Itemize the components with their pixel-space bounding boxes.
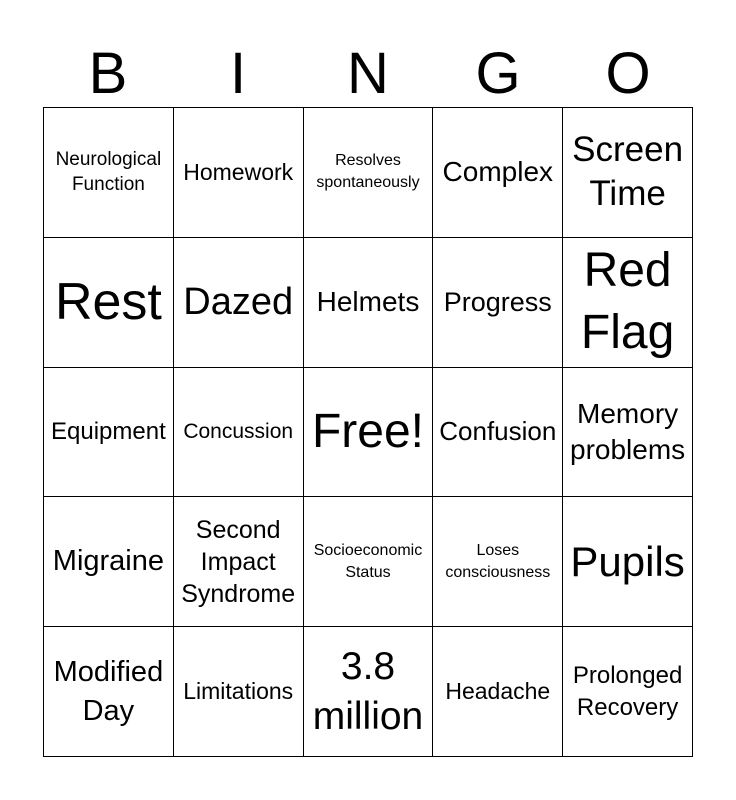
cell-text: Equipment bbox=[51, 417, 166, 445]
header-letter-b: B bbox=[88, 41, 128, 106]
bingo-cell[interactable] bbox=[44, 627, 174, 757]
cell-text: Migraine bbox=[52, 545, 164, 578]
cell-text: Pupils bbox=[570, 537, 685, 585]
cell-text: Memory problems bbox=[570, 397, 686, 465]
cell-text: Neurological Function bbox=[55, 149, 162, 196]
cell-text: Loses consciousness bbox=[445, 541, 551, 581]
cell-text: Resolves spontaneously bbox=[316, 152, 420, 192]
cell-text: Concussion bbox=[183, 419, 294, 443]
bingo-cell[interactable] bbox=[433, 368, 563, 498]
cell-text: Limitations bbox=[183, 678, 294, 705]
cell-text: Confusion bbox=[439, 416, 557, 447]
bingo-cell[interactable] bbox=[563, 497, 693, 627]
bingo-cell[interactable] bbox=[174, 497, 304, 627]
cell-text: Prolonged Recovery bbox=[572, 661, 683, 721]
bingo-cell[interactable] bbox=[174, 108, 304, 238]
cell-text: Socioeconomic Status bbox=[313, 541, 423, 581]
bingo-cell[interactable] bbox=[44, 238, 174, 368]
header-letter-o: O bbox=[605, 41, 651, 106]
bingo-cell[interactable] bbox=[563, 368, 693, 498]
cell-text: Dazed bbox=[183, 280, 294, 323]
bingo-cell[interactable] bbox=[174, 238, 304, 368]
bingo-cell[interactable] bbox=[304, 368, 434, 498]
bingo-cell[interactable] bbox=[44, 108, 174, 238]
cell-text: Free! bbox=[311, 405, 424, 459]
cell-text: Homework bbox=[183, 158, 294, 185]
cell-text: Second Impact Syndrome bbox=[181, 515, 296, 608]
bingo-header bbox=[43, 40, 693, 108]
cell-text: Progress bbox=[443, 286, 552, 317]
bingo-cell[interactable] bbox=[44, 497, 174, 627]
header-letter-g: G bbox=[475, 41, 521, 106]
bingo-cell[interactable] bbox=[304, 108, 434, 238]
cell-text: 3.8 million bbox=[312, 644, 424, 738]
bingo-cell[interactable] bbox=[174, 627, 304, 757]
bingo-cell[interactable] bbox=[563, 627, 693, 757]
bingo-card bbox=[43, 107, 693, 757]
bingo-cell[interactable] bbox=[174, 368, 304, 498]
bingo-cell[interactable] bbox=[304, 238, 434, 368]
cell-text: Screen Time bbox=[572, 130, 684, 214]
bingo-cell[interactable] bbox=[433, 108, 563, 238]
bingo-cell[interactable] bbox=[563, 238, 693, 368]
bingo-cell[interactable] bbox=[433, 238, 563, 368]
cell-text: Rest bbox=[54, 273, 162, 332]
cell-text: Complex bbox=[442, 156, 554, 188]
cell-text: Headache bbox=[445, 678, 551, 705]
bingo-cell[interactable] bbox=[304, 497, 434, 627]
bingo-cell[interactable] bbox=[304, 627, 434, 757]
bingo-cell[interactable] bbox=[433, 497, 563, 627]
header-letter-i: I bbox=[229, 41, 247, 106]
cell-text: Modified Day bbox=[53, 655, 164, 727]
bingo-cell[interactable] bbox=[44, 368, 174, 498]
cell-text: Red Flag bbox=[580, 244, 675, 360]
header-letter-n: N bbox=[347, 41, 389, 106]
cell-text: Helmets bbox=[316, 286, 420, 318]
bingo-cell[interactable] bbox=[563, 108, 693, 238]
bingo-cell[interactable] bbox=[433, 627, 563, 757]
